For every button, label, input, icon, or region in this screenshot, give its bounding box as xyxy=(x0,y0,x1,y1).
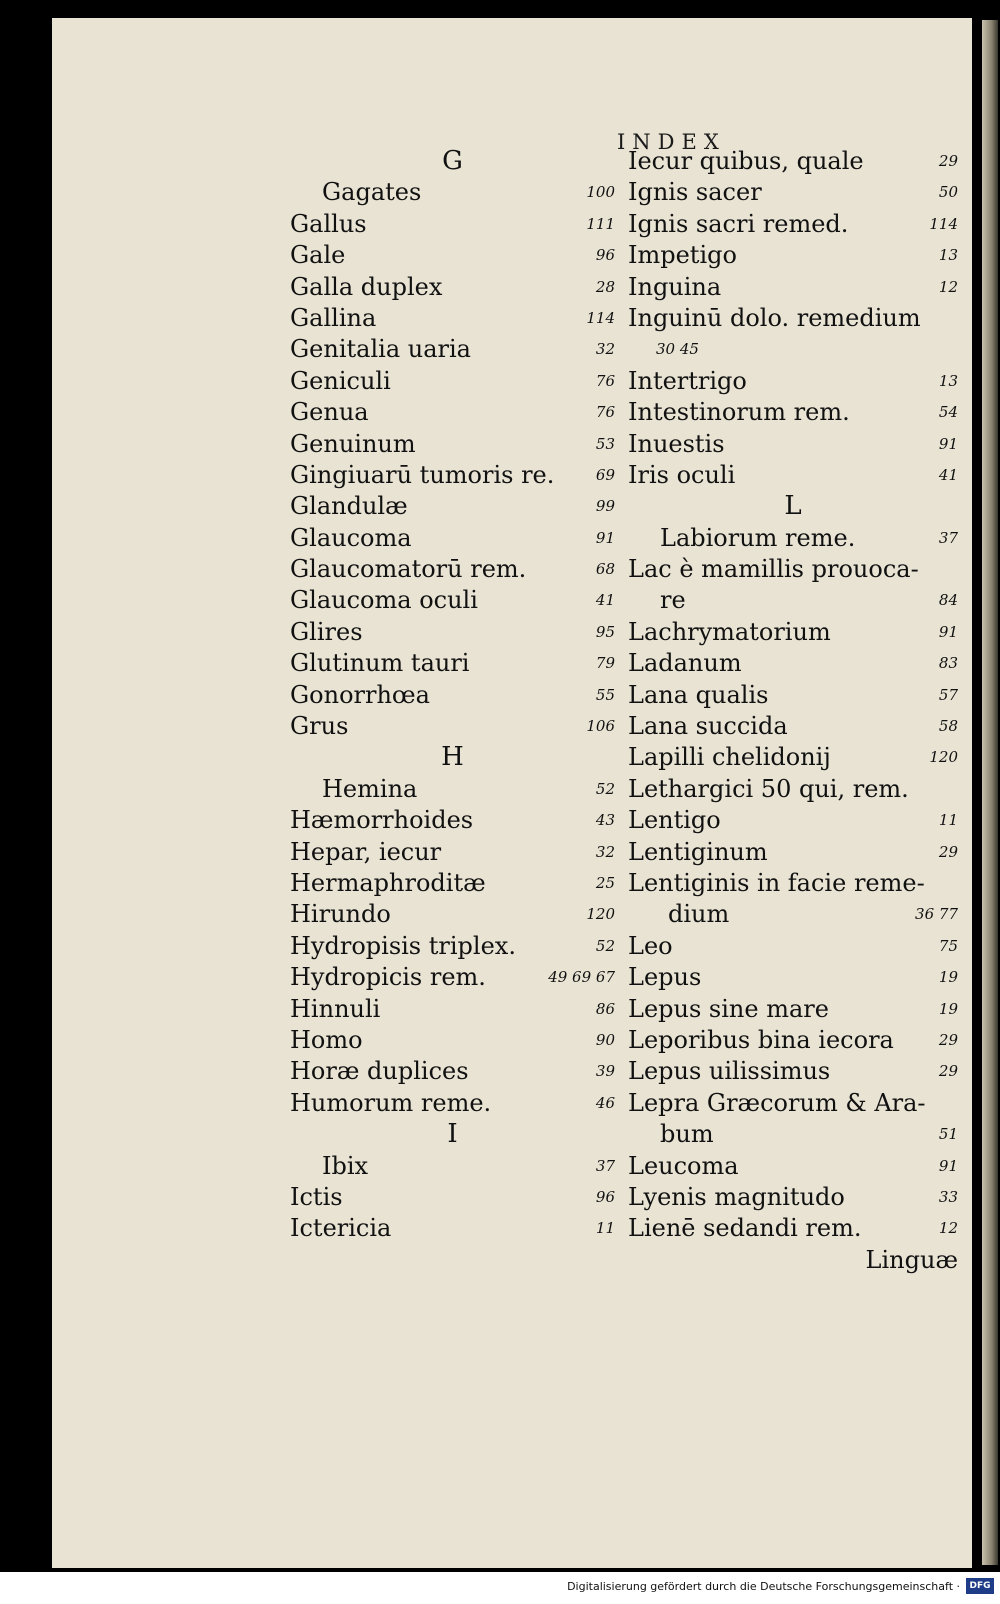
entry-term: Iris oculi xyxy=(628,460,736,489)
entry-term: Genitalia uaria xyxy=(290,335,471,364)
entry-term: Lepra Græcorum & Ara- xyxy=(628,1088,926,1117)
index-entry xyxy=(290,1182,615,1213)
index-entry xyxy=(628,397,958,428)
index-entry xyxy=(290,303,615,334)
entry-term: Inguinū dolo. remedium xyxy=(628,303,921,332)
entry-term: dium xyxy=(668,900,730,929)
entry-page-number: 54 xyxy=(938,403,958,422)
entry-page-number: 99 xyxy=(595,497,615,516)
index-entry xyxy=(290,680,615,711)
entry-page-number: 32 xyxy=(595,340,615,359)
entry-term: Glaucoma oculi xyxy=(290,586,478,615)
entry-term: re xyxy=(660,586,686,615)
entry-term: Horæ duplices xyxy=(290,1057,469,1086)
entry-term: Ibix xyxy=(322,1151,369,1180)
index-column-right xyxy=(628,146,958,1276)
entry-page-number: 111 xyxy=(586,214,615,233)
entry-page-number: 36 77 xyxy=(915,905,958,924)
entry-term: Genua xyxy=(290,398,369,427)
entry-term: Lac è mamillis prouoca- xyxy=(628,555,919,584)
entry-page-number: 25 xyxy=(595,873,615,892)
index-entry xyxy=(628,837,958,868)
entry-term: Ladanum xyxy=(628,649,742,678)
entry-page-number: 29 xyxy=(938,842,958,861)
index-entry xyxy=(628,429,958,460)
index-entry xyxy=(628,994,958,1025)
entry-term: bum xyxy=(660,1120,714,1149)
letter-heading xyxy=(290,146,615,177)
entry-page-number: 96 xyxy=(595,1187,615,1206)
entry-page-number: 83 xyxy=(938,654,958,673)
entry-term: Iecur quibus, quale xyxy=(628,147,864,175)
entry-page-number: 91 xyxy=(938,622,958,641)
entry-term: Gale xyxy=(290,241,346,270)
entry-page-number: 32 xyxy=(595,842,615,861)
entry-page-number: 30 45 xyxy=(656,340,699,359)
page-header: INDEX xyxy=(617,130,726,154)
entry-page-number: 29 xyxy=(938,1030,958,1049)
entry-page-number: 100 xyxy=(586,183,615,202)
entry-term: Lana succida xyxy=(628,712,788,741)
letter-heading xyxy=(290,1119,615,1150)
index-entry xyxy=(290,334,615,365)
entry-page-number: 28 xyxy=(595,277,615,296)
index-entry xyxy=(290,460,615,491)
entry-term: Impetigo xyxy=(628,241,737,270)
index-entry xyxy=(290,272,615,303)
index-entry xyxy=(290,805,615,836)
entry-page-number: 52 xyxy=(595,779,615,798)
index-entry xyxy=(628,1025,958,1056)
entry-term: Lepus sine mare xyxy=(628,994,829,1023)
entry-term: Hydropisis triplex. xyxy=(290,931,516,960)
entry-page-number: 37 xyxy=(595,1156,615,1175)
entry-page-number: 12 xyxy=(938,1219,958,1238)
index-entry xyxy=(290,899,615,930)
entry-page-number: 41 xyxy=(595,591,615,610)
index-entry xyxy=(628,272,958,303)
index-entry xyxy=(290,240,615,271)
index-entry xyxy=(628,1182,958,1213)
index-entry xyxy=(628,1056,958,1087)
entry-term: Hermaphroditæ xyxy=(290,868,486,897)
entry-term: Galla duplex xyxy=(290,272,443,301)
entry-term: Lienē sedandi rem. xyxy=(628,1214,862,1243)
entry-page-number: 29 xyxy=(938,1062,958,1081)
entry-page-number: 43 xyxy=(595,811,615,830)
entry-page-number: 76 xyxy=(595,371,615,390)
catchword-row xyxy=(628,1245,958,1276)
entry-term: Glaucomatorū rem. xyxy=(290,555,527,584)
entry-page-number: 53 xyxy=(595,434,615,453)
entry-term: Inuestis xyxy=(628,429,725,458)
letter-heading-text: L xyxy=(784,491,802,522)
entry-page-number: 57 xyxy=(938,685,958,704)
index-entry xyxy=(628,177,958,208)
index-entry xyxy=(628,711,958,742)
entry-term: Gallus xyxy=(290,209,367,238)
index-entry xyxy=(628,209,958,240)
entry-page-number: 91 xyxy=(938,1156,958,1175)
entry-term: Ignis sacri remed. xyxy=(628,209,849,238)
letter-heading-text: I xyxy=(447,1119,458,1150)
index-entry xyxy=(290,585,615,616)
entry-page-number: 11 xyxy=(595,1219,615,1238)
entry-term: Ictericia xyxy=(290,1214,392,1243)
index-entry xyxy=(628,334,958,365)
entry-term: Lapilli chelidonij xyxy=(628,743,831,772)
entry-page-number: 120 xyxy=(586,905,615,924)
index-entry xyxy=(290,209,615,240)
entry-page-number: 79 xyxy=(595,654,615,673)
entry-term: Lachrymatorium xyxy=(628,617,831,646)
dfg-logo: DFG xyxy=(966,1578,994,1594)
entry-page-number: 13 xyxy=(938,371,958,390)
index-entry xyxy=(628,962,958,993)
entry-page-number: 55 xyxy=(595,685,615,704)
entry-page-number: 95 xyxy=(595,622,615,641)
entry-page-number: 96 xyxy=(595,246,615,265)
index-entry xyxy=(290,837,615,868)
entry-page-number: 75 xyxy=(938,936,958,955)
entry-term: Lentiginum xyxy=(628,837,768,866)
index-entry xyxy=(290,491,615,522)
index-entry xyxy=(628,742,958,773)
entry-page-number: 49 69 67 xyxy=(548,968,615,987)
catchword: Linguæ xyxy=(865,1245,958,1274)
entry-page-number: 114 xyxy=(586,308,615,327)
entry-page-number: 68 xyxy=(595,560,615,579)
index-entry xyxy=(290,523,615,554)
entry-page-number: 91 xyxy=(938,434,958,453)
entry-page-number: 12 xyxy=(938,277,958,296)
index-entry xyxy=(290,1213,615,1244)
entry-term: Leucoma xyxy=(628,1151,739,1180)
entry-term: Lyenis magnitudo xyxy=(628,1182,845,1211)
entry-page-number: 114 xyxy=(929,214,958,233)
entry-term: Ignis sacer xyxy=(628,178,762,207)
index-column-left xyxy=(290,146,615,1245)
entry-page-number: 86 xyxy=(595,999,615,1018)
index-entry xyxy=(628,1119,958,1150)
page-edge xyxy=(982,20,998,1565)
entry-term: Glires xyxy=(290,617,363,646)
entry-page-number: 58 xyxy=(938,717,958,736)
entry-term: Glandulæ xyxy=(290,492,408,521)
index-entry xyxy=(290,617,615,648)
index-entry xyxy=(628,366,958,397)
index-entry xyxy=(628,774,958,805)
index-entry xyxy=(290,429,615,460)
entry-term: Intertrigo xyxy=(628,366,747,395)
index-entry xyxy=(628,680,958,711)
entry-term: Hæmorrhoides xyxy=(290,806,474,835)
index-entry xyxy=(290,397,615,428)
entry-term: Lentigo xyxy=(628,806,721,835)
entry-term: Homo xyxy=(290,1025,363,1054)
index-entry xyxy=(290,1025,615,1056)
entry-term: Leporibus bina iecora xyxy=(628,1025,894,1054)
index-entry xyxy=(628,146,958,177)
entry-page-number: 39 xyxy=(595,1062,615,1081)
entry-term: Hydropicis rem. xyxy=(290,963,486,992)
entry-page-number: 69 xyxy=(595,465,615,484)
index-entry xyxy=(628,1213,958,1244)
entry-page-number: 41 xyxy=(938,465,958,484)
entry-page-number: 37 xyxy=(938,528,958,547)
index-entry xyxy=(628,899,958,930)
entry-term: Lentiginis in facie reme- xyxy=(628,868,925,897)
index-entry xyxy=(628,554,958,585)
index-entry xyxy=(290,962,615,993)
entry-page-number: 50 xyxy=(938,183,958,202)
entry-page-number: 46 xyxy=(595,1093,615,1112)
letter-heading-text: G xyxy=(442,146,463,176)
entry-term: Gagates xyxy=(322,178,422,207)
entry-term: Labiorum reme. xyxy=(660,523,856,552)
entry-term: Gingiuarū tumoris re. xyxy=(290,460,555,489)
index-entry xyxy=(628,648,958,679)
entry-term: Hirundo xyxy=(290,900,391,929)
index-entry xyxy=(628,585,958,616)
index-entry xyxy=(290,931,615,962)
entry-term: Gallina xyxy=(290,303,377,332)
index-entry xyxy=(628,617,958,648)
entry-term: Glutinum tauri xyxy=(290,649,470,678)
footer-credit: Digitalisierung gefördert durch die Deutsche Forschungsgemeinschaft · xyxy=(567,1580,960,1593)
footer-bar xyxy=(0,1572,1000,1604)
index-entry xyxy=(290,711,615,742)
entry-term: Genuinum xyxy=(290,429,416,458)
index-entry xyxy=(628,805,958,836)
entry-term: Hepar, iecur xyxy=(290,837,442,866)
index-entry xyxy=(628,303,958,334)
index-entry xyxy=(290,177,615,208)
index-entry xyxy=(290,366,615,397)
index-entry xyxy=(290,868,615,899)
letter-heading-text: H xyxy=(441,742,464,773)
entry-page-number: 33 xyxy=(938,1187,958,1206)
entry-term: Leo xyxy=(628,931,673,960)
entry-term: Humorum reme. xyxy=(290,1088,492,1117)
index-entry xyxy=(290,648,615,679)
entry-page-number: 52 xyxy=(595,936,615,955)
entry-page-number: 19 xyxy=(938,999,958,1018)
entry-term: Hinnuli xyxy=(290,994,381,1023)
entry-page-number: 19 xyxy=(938,968,958,987)
entry-term: Lepus xyxy=(628,963,702,992)
index-entry xyxy=(628,1151,958,1182)
entry-page-number: 84 xyxy=(938,591,958,610)
entry-term: Gonorrhœa xyxy=(290,680,430,709)
entry-term: Ictis xyxy=(290,1182,343,1211)
entry-page-number: 91 xyxy=(595,528,615,547)
entry-term: Lepus uilissimus xyxy=(628,1057,831,1086)
entry-term: Glaucoma xyxy=(290,523,412,552)
entry-term: Grus xyxy=(290,712,349,741)
index-entry xyxy=(290,1056,615,1087)
entry-term: Intestinorum rem. xyxy=(628,398,850,427)
entry-term: Inguina xyxy=(628,272,722,301)
index-entry xyxy=(290,1088,615,1119)
entry-term: Geniculi xyxy=(290,366,391,395)
index-entry xyxy=(290,994,615,1025)
index-entry xyxy=(628,1088,958,1119)
entry-term: Lana qualis xyxy=(628,680,769,709)
entry-page-number: 29 xyxy=(938,152,958,170)
index-entry xyxy=(290,554,615,585)
entry-page-number: 51 xyxy=(938,1125,958,1144)
letter-heading xyxy=(290,742,615,773)
index-entry xyxy=(628,523,958,554)
entry-page-number: 90 xyxy=(595,1030,615,1049)
entry-page-number: 106 xyxy=(586,717,615,736)
index-entry xyxy=(628,460,958,491)
entry-page-number: 11 xyxy=(938,811,958,830)
entry-page-number: 120 xyxy=(929,748,958,767)
index-entry xyxy=(628,931,958,962)
letter-heading xyxy=(628,491,958,522)
index-entry xyxy=(628,868,958,899)
entry-term: Lethargici 50 qui, rem. xyxy=(628,774,909,803)
index-entry xyxy=(628,240,958,271)
entry-page-number: 76 xyxy=(595,403,615,422)
index-entry xyxy=(290,1151,615,1182)
entry-page-number: 13 xyxy=(938,246,958,265)
entry-term: Hemina xyxy=(322,774,418,803)
index-entry xyxy=(290,774,615,805)
